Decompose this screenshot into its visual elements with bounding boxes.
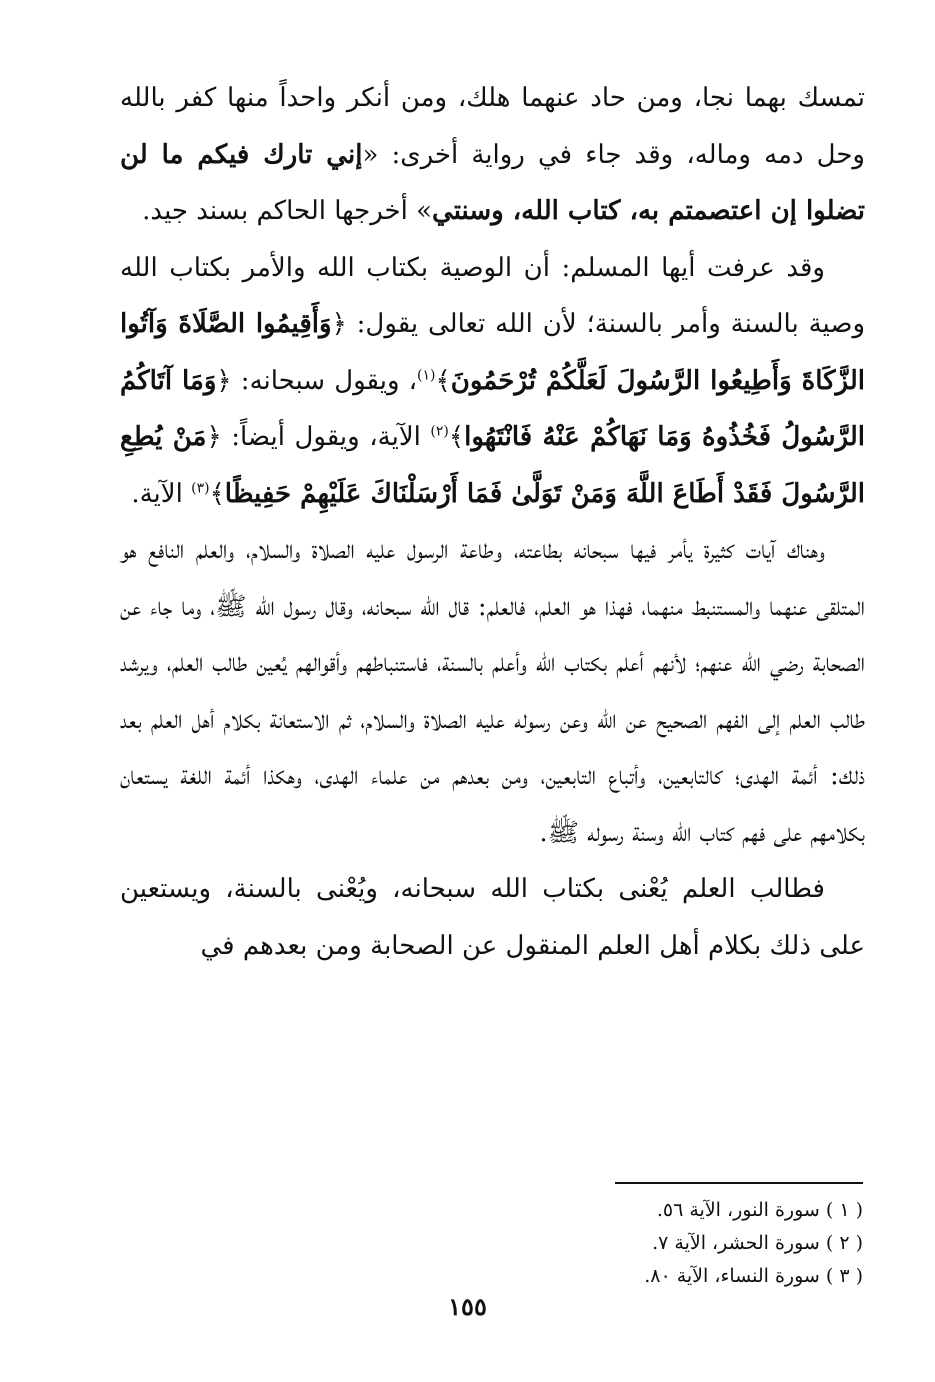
footnote-reference: (٣)	[191, 479, 210, 496]
paragraph-4	[120, 861, 865, 974]
footnote-reference: (٢)	[430, 423, 449, 440]
quoted-text: وَمَا آتَاكُمُ الرَّسُولُ فَخُذُوهُ وَمَا نَهَاكُمْ عَنْهُ فَانْتَهُوا	[120, 365, 865, 452]
body-text: ﴾	[209, 478, 225, 509]
page-body	[120, 70, 865, 974]
footnote-1: ( ١ ) سورة النور، الآية ٥٦.	[656, 1199, 863, 1221]
quoted-text: مَنْ يُطِعِ الرَّسُولَ فَقَدْ أَطَاعَ اللَّهَ وَمَنْ تَوَلَّىٰ فَمَا أَرْسَلْنَاكَ عَلَيْهِمْ حَفِيظًا	[120, 422, 865, 509]
paragraph-2	[120, 240, 865, 523]
body-text: تمسك بهما نجا، ومن حاد عنهما هلك، ومن أنكر واحداً منها كفر بالله وحل دمه وماله، وقد جاء في رواية أخرى: «	[120, 83, 865, 170]
footnotes	[520, 1194, 863, 1293]
body-text: » أخرجها الحاكم بسند جيد.	[142, 196, 433, 226]
body-text: ﴾	[435, 365, 451, 396]
body-text: الآية.	[131, 478, 192, 509]
body-text: وقد عرفت أيها المسلم: أن الوصية بكتاب الله والأمر بكتاب الله وصية بالسنة وأمر بالسنة؛ لأن الله تعالى يقول: ﴿	[120, 252, 865, 339]
footnote-divider	[615, 1182, 863, 1184]
body-text: الآية، ويقول أيضاً: ﴿	[206, 422, 431, 452]
footnote-reference: (١)	[417, 366, 436, 383]
paragraph-3	[120, 522, 865, 861]
body-text: ، ويقول سبحانه: ﴿	[216, 365, 418, 396]
quoted-text: وَأَقِيمُوا الصَّلَاةَ وَآتُوا الزَّكَاةَ وَأَطِيعُوا الرَّسُولَ لَعَلَّكُمْ تُرْحَمُونَ	[120, 309, 865, 396]
page-number: ١٥٥	[448, 1292, 487, 1321]
quoted-text: إني تارك فيكم ما لن تضلوا إن اعتصمتم به، كتاب الله، وسنتي	[120, 139, 865, 226]
paragraph-1	[120, 70, 865, 240]
body-text: ﴾	[448, 422, 465, 452]
body-text: فطالب العلم يُعْنى بكتاب الله سبحانه، ويُعْنى بالسنة، ويستعين على ذلك بكلام أهل العلم المنقول عن الصحابة ومن بعدهم في	[120, 874, 865, 961]
footnote-3: ( ٣ ) سورة النساء، الآية ٨٠.	[644, 1265, 863, 1287]
footnote-2: ( ٢ ) سورة الحشر، الآية ٧.	[652, 1232, 863, 1254]
body-text: وهناك آيات كثيرة يأمر فيها سبحانه بطاعته، وطاعة الرسول عليه الصلاة والسلام، والعلم النافع هو المتلقى عنهما والمستنبط منهما، فهذا هو العلم، فالعلم: قال الله سبحانه، وقال رسول الله ﷺ، وما جاء عن الصحابة رضي الله عنهم؛ لأنهم أعلم بكتاب الله وأعلم بالسنة، فاستنباطهم وأقوالهم يُعين طالب العلم، ويرشد طالب العلم إلى الفهم الصحيح عن الله وعن رسوله عليه الصلاة والسلام، ثم الاستعانة بكلام أهل العلم بعد ذلك: أئمة الهدى؛ كالتابعين، وأتباع التابعين، ومن بعدهم من علماء الهدى، وهكذا أئمة اللغة يستعان بكلامهم على فهم كتاب الله وسنة رسوله ﷺ.	[120, 535, 865, 848]
